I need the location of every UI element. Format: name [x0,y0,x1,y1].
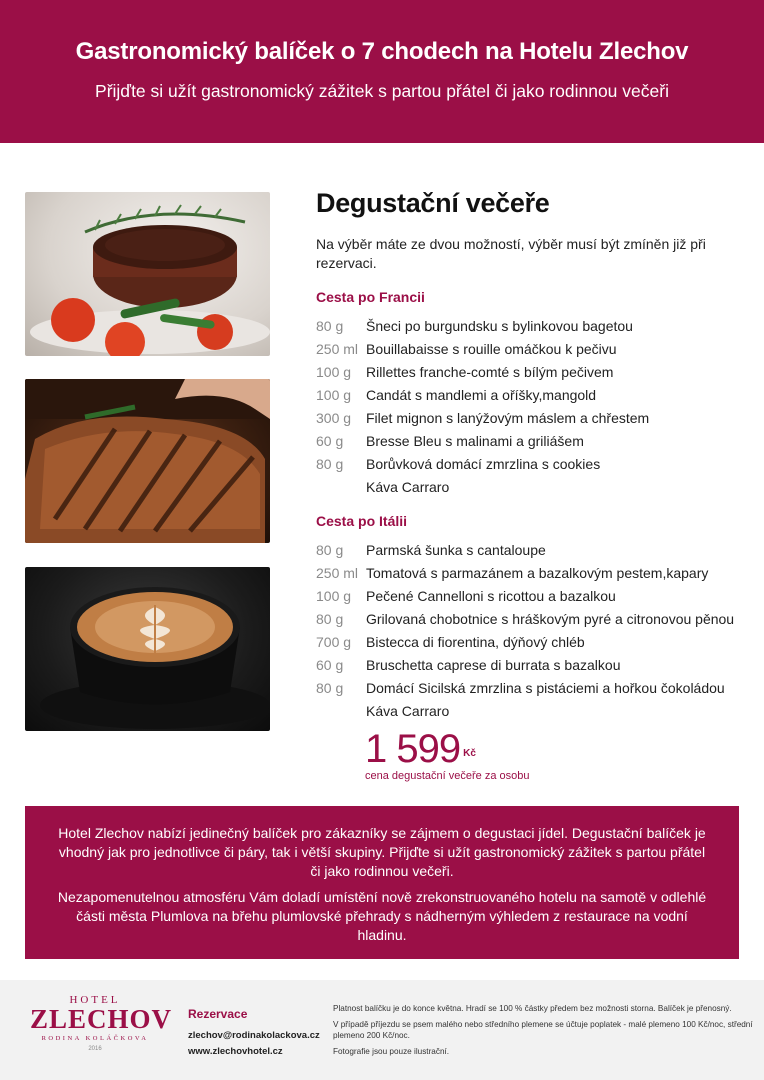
menu-item [316,538,746,561]
item-weight: 60 g [316,656,344,673]
item-dish: Pečené Cannelloni s ricottou a bazalkou [366,587,616,604]
price-value: 1 599 [365,727,461,771]
hotel-logo [30,994,173,1070]
info-banner [25,806,739,959]
menu-item [316,314,746,337]
route-italy-menu [316,538,746,722]
menu-item [316,630,746,653]
terms-line: V případě příjezdu se psem malého nebo středního plemene se účtuje poplatek - malé plemeno 100 Kč/noc, střední plemeno 200 Kč/noc. [333,1020,753,1040]
contact-web-link[interactable]: www.zlechovhotel.cz [188,1046,283,1057]
item-dish: Grilovaná chobotnice s hráškovým pyré a citronovou pěnou [366,610,735,627]
menu-item [316,561,746,584]
menu-item [316,452,746,475]
contact-block [188,1007,320,1062]
logo-year-text: 2016 [88,1046,102,1052]
banner-paragraph-1: Hotel Zlechov nabízí jedinečný balíček pro zákazníky se zájmem o degustaci jídel. Degustační balíček je vhodný jak pro jednotlivce či páry, tak i větší skupiny. Přijďte si užít gastronomický zážitek s partou přátel či jako rodinnou večeři. [58,825,706,879]
route-italy-title: Cesta po Itálii [316,513,408,529]
menu-item [316,584,746,607]
item-weight: 250 ml [316,340,359,357]
page-title: Gastronomický balíček o 7 chodech na Hotelu Zlechov [75,38,689,65]
item-dish: Borůvková domácí zmrzlina s cookies [366,455,601,472]
terms-block [333,1003,753,1062]
item-dish: Bresse Bleu s malinami a griliášem [366,432,584,449]
item-dish: Šneci po burgundsku s bylinkovou bagetou [366,317,633,334]
item-dish: Domácí Sicilská zmrzlina s pistáciemi a hořkou čokoládou [366,679,725,696]
menu-heading: Degustační večeře [316,188,550,218]
item-weight: 80 g [316,541,344,558]
coffee-photo [25,567,270,731]
price-currency: Kč [463,748,476,759]
logo-sub-text: RODINA KOLÁČKOVA [41,1035,149,1042]
menu-item [316,699,746,722]
item-dish: Bruschetta caprese di burrata s bazalkou [366,656,621,673]
logo-name-text: ZLECHOV [30,1004,173,1034]
menu-item [316,429,746,452]
item-weight: 80 g [316,610,344,627]
menu-item [316,337,746,360]
item-weight: 300 g [316,409,352,426]
banner-paragraph-2: Nezapomenutelnou atmosféru Vám doladí umístění nově zrekonstruovaného hotelu na samotě v odlehlé části města Plumlova na břehu plumlovské přehrady s nádherným výhledem z restaurace na vodní hladinu. [57,889,707,943]
route-france-title: Cesta po Francii [316,289,425,305]
contact-email-link[interactable]: zlechov@rodinakolackova.cz [188,1030,320,1041]
item-weight: 100 g [316,587,352,604]
menu-intro: Na výběr máte ze dvou možností, výběr musí být zmíněn již při rezervaci. [316,236,706,271]
menu-item [316,406,746,429]
menu-item [316,383,746,406]
contact-title: Rezervace [188,1007,248,1021]
item-dish: Filet mignon s lanýžovým máslem a chřestem [366,409,650,426]
item-dish: Candát s mandlemi a oříšky,mangold [366,386,597,403]
item-dish: Rillettes franche-comté s bílým pečivem [366,363,614,380]
logo-hotel-text: HOTEL [69,994,121,1006]
price-block [365,727,530,782]
item-weight: 80 g [316,317,344,334]
footer [0,980,764,1080]
terms-line: Fotografie jsou pouze ilustrační. [333,1047,450,1056]
page-subtitle: Přijďte si užít gastronomický zážitek s partou přátel či jako rodinnou večeři [95,81,669,101]
menu-item [316,653,746,676]
item-dish: Tomatová s parmazánem a bazalkovým pestem,kapary [366,564,709,581]
header-banner [0,0,764,143]
item-weight: 80 g [316,679,344,696]
menu-item [316,360,746,383]
item-weight: 60 g [316,432,344,449]
route-france-menu [316,314,746,498]
item-dish: Bouillabaisse s rouille omáčkou k pečivu [366,340,617,357]
item-weight: 100 g [316,363,352,380]
menu-item [316,607,746,630]
price-note: cena degustační večeře za osobu [365,770,530,782]
menu-item [316,676,746,699]
menu-section [316,188,746,722]
item-weight: 80 g [316,455,344,472]
item-weight: 700 g [316,633,352,650]
terms-line: Platnost balíčku je do konce května. Hradí se 100 % částky předem bez možnosti storna. Balíček je přenosný. [333,1004,732,1013]
item-dish: Káva Carraro [366,702,450,719]
item-weight: 250 ml [316,564,359,581]
menu-item [316,475,746,498]
steak-photo [25,192,270,356]
item-dish: Bistecca di fiorentina, dýňový chléb [366,633,585,650]
item-dish: Káva Carraro [366,478,450,495]
item-weight: 100 g [316,386,352,403]
item-dish: Parmská šunka s cantaloupe [366,541,546,558]
grilled-meat-photo [25,379,270,543]
